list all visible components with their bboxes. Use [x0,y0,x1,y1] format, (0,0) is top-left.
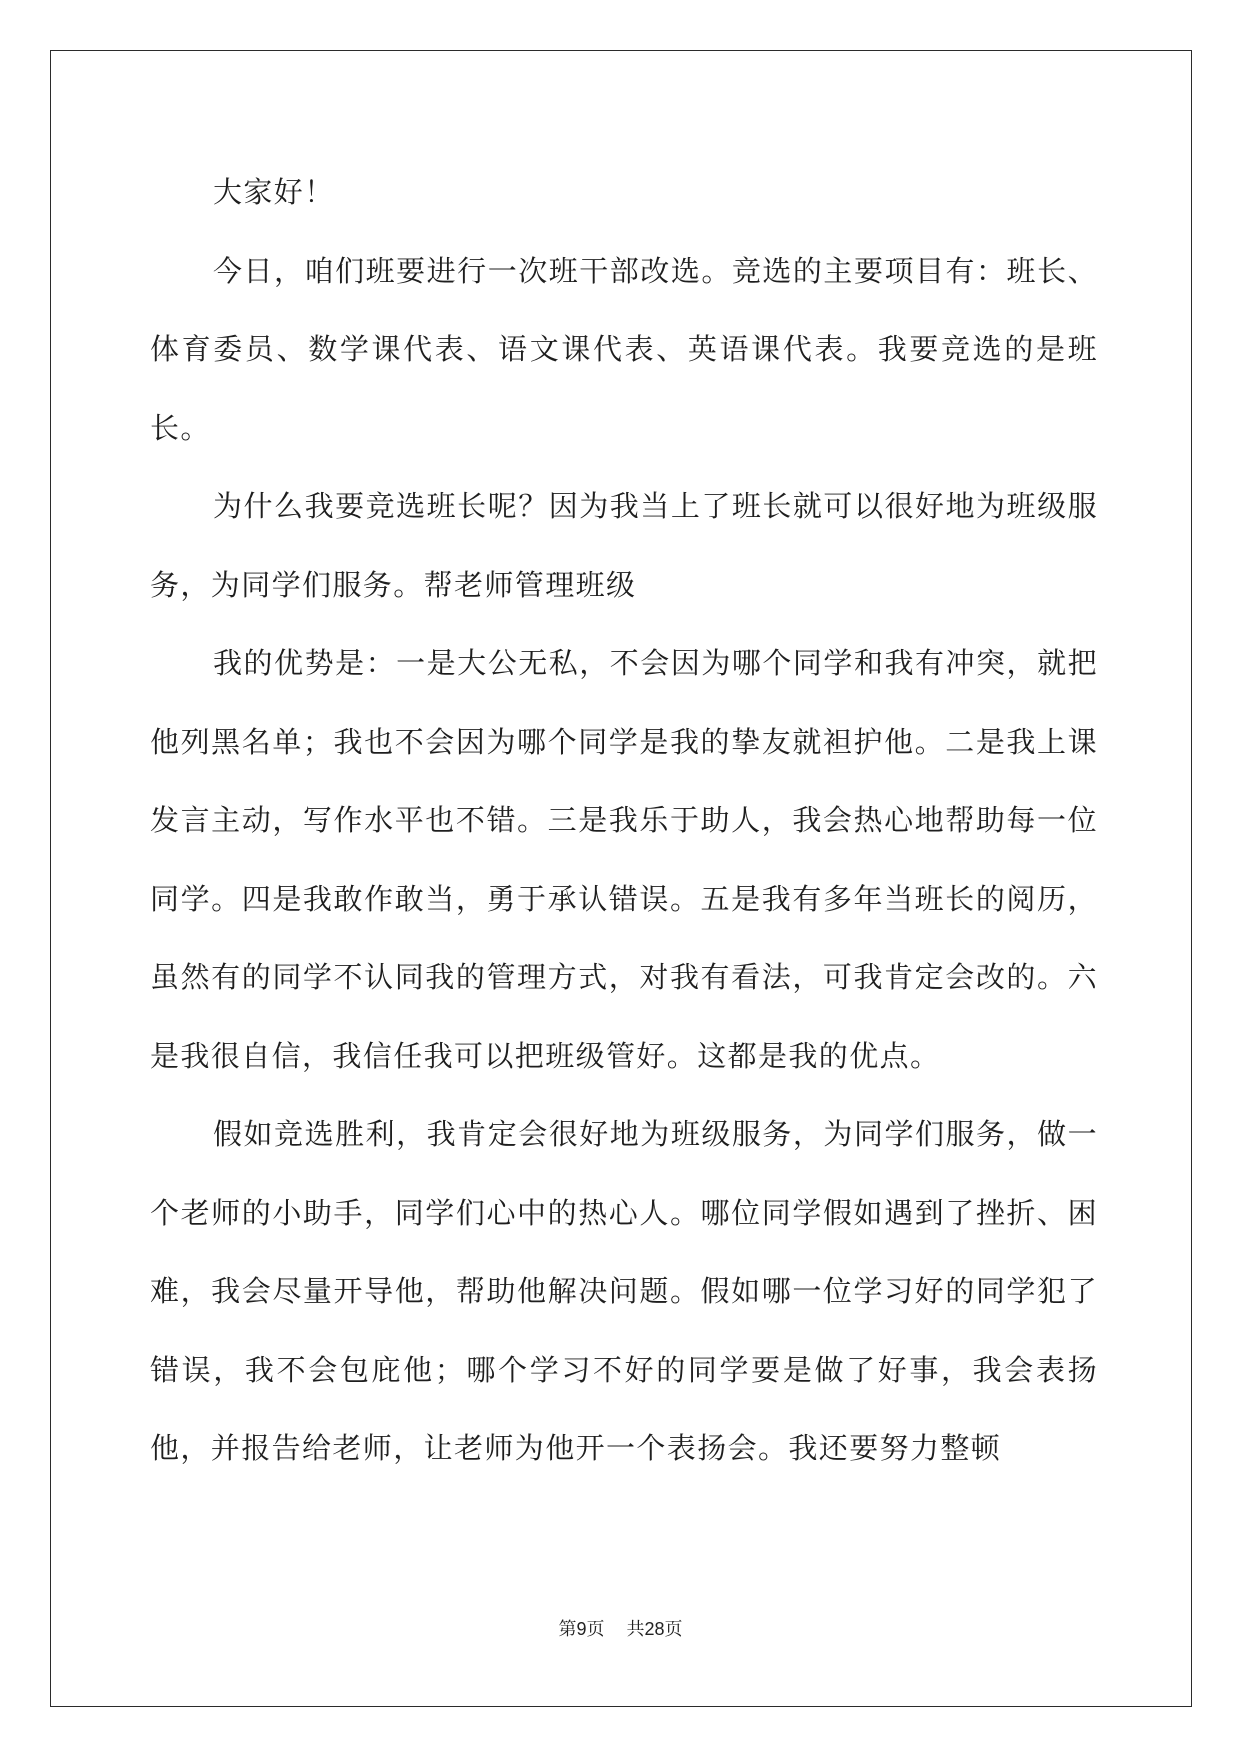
strengths-paragraph: 我的优势是：一是大公无私，不会因为哪个同学和我有冲突，就把他列黑名单；我也不会因为哪个同学是我的挚友就袒护他。二是我上课发言主动，写作水平也不错。三是我乐于助人，我会热心地帮助每一位同学。四是我敢作敢当，勇于承认错误。五是我有多年当班长的阅历，虽然有的同学不认同我的管理方式，对我有看法，可我肯定会改的。六是我很自信，我信任我可以把班级管好。这都是我的优点。 [150,646,1098,1073]
reason-paragraph: 为什么我要竞选班长呢？因为我当上了班长就可以很好地为班级服务，为同学们服务。帮老师管理班级 [150,489,1098,602]
page-footer [0,1617,1241,1642]
plan-paragraph: 假如竞选胜利，我肯定会很好地为班级服务，为同学们服务，做一个老师的小助手，同学们心中的热心人。哪位同学假如遇到了挫折、困难，我会尽量开导他，帮助他解决问题。假如哪一位学习好的同学犯了错误，我不会包庇他；哪个学习不好的同学要是做了好事，我会表扬他，并报告给老师，让老师为他开一个表扬会。我还要努力整顿 [150,1117,1098,1465]
page-prefix: 第 [558,1619,577,1640]
page-suffix: 页 [586,1619,605,1640]
page-number: 9 [576,1619,587,1639]
greeting-paragraph: 大家好！ [213,175,335,209]
document-body [150,153,1098,1488]
total-suffix: 页 [664,1619,683,1640]
intro-paragraph: 今日，咱们班要进行一次班干部改选。竞选的主要项目有：班长、体育委员、数学课代表、语文课代表、英语课代表。我要竞选的是班长。 [150,253,1098,445]
total-pages: 28 [644,1619,665,1639]
total-prefix: 共 [626,1619,645,1640]
